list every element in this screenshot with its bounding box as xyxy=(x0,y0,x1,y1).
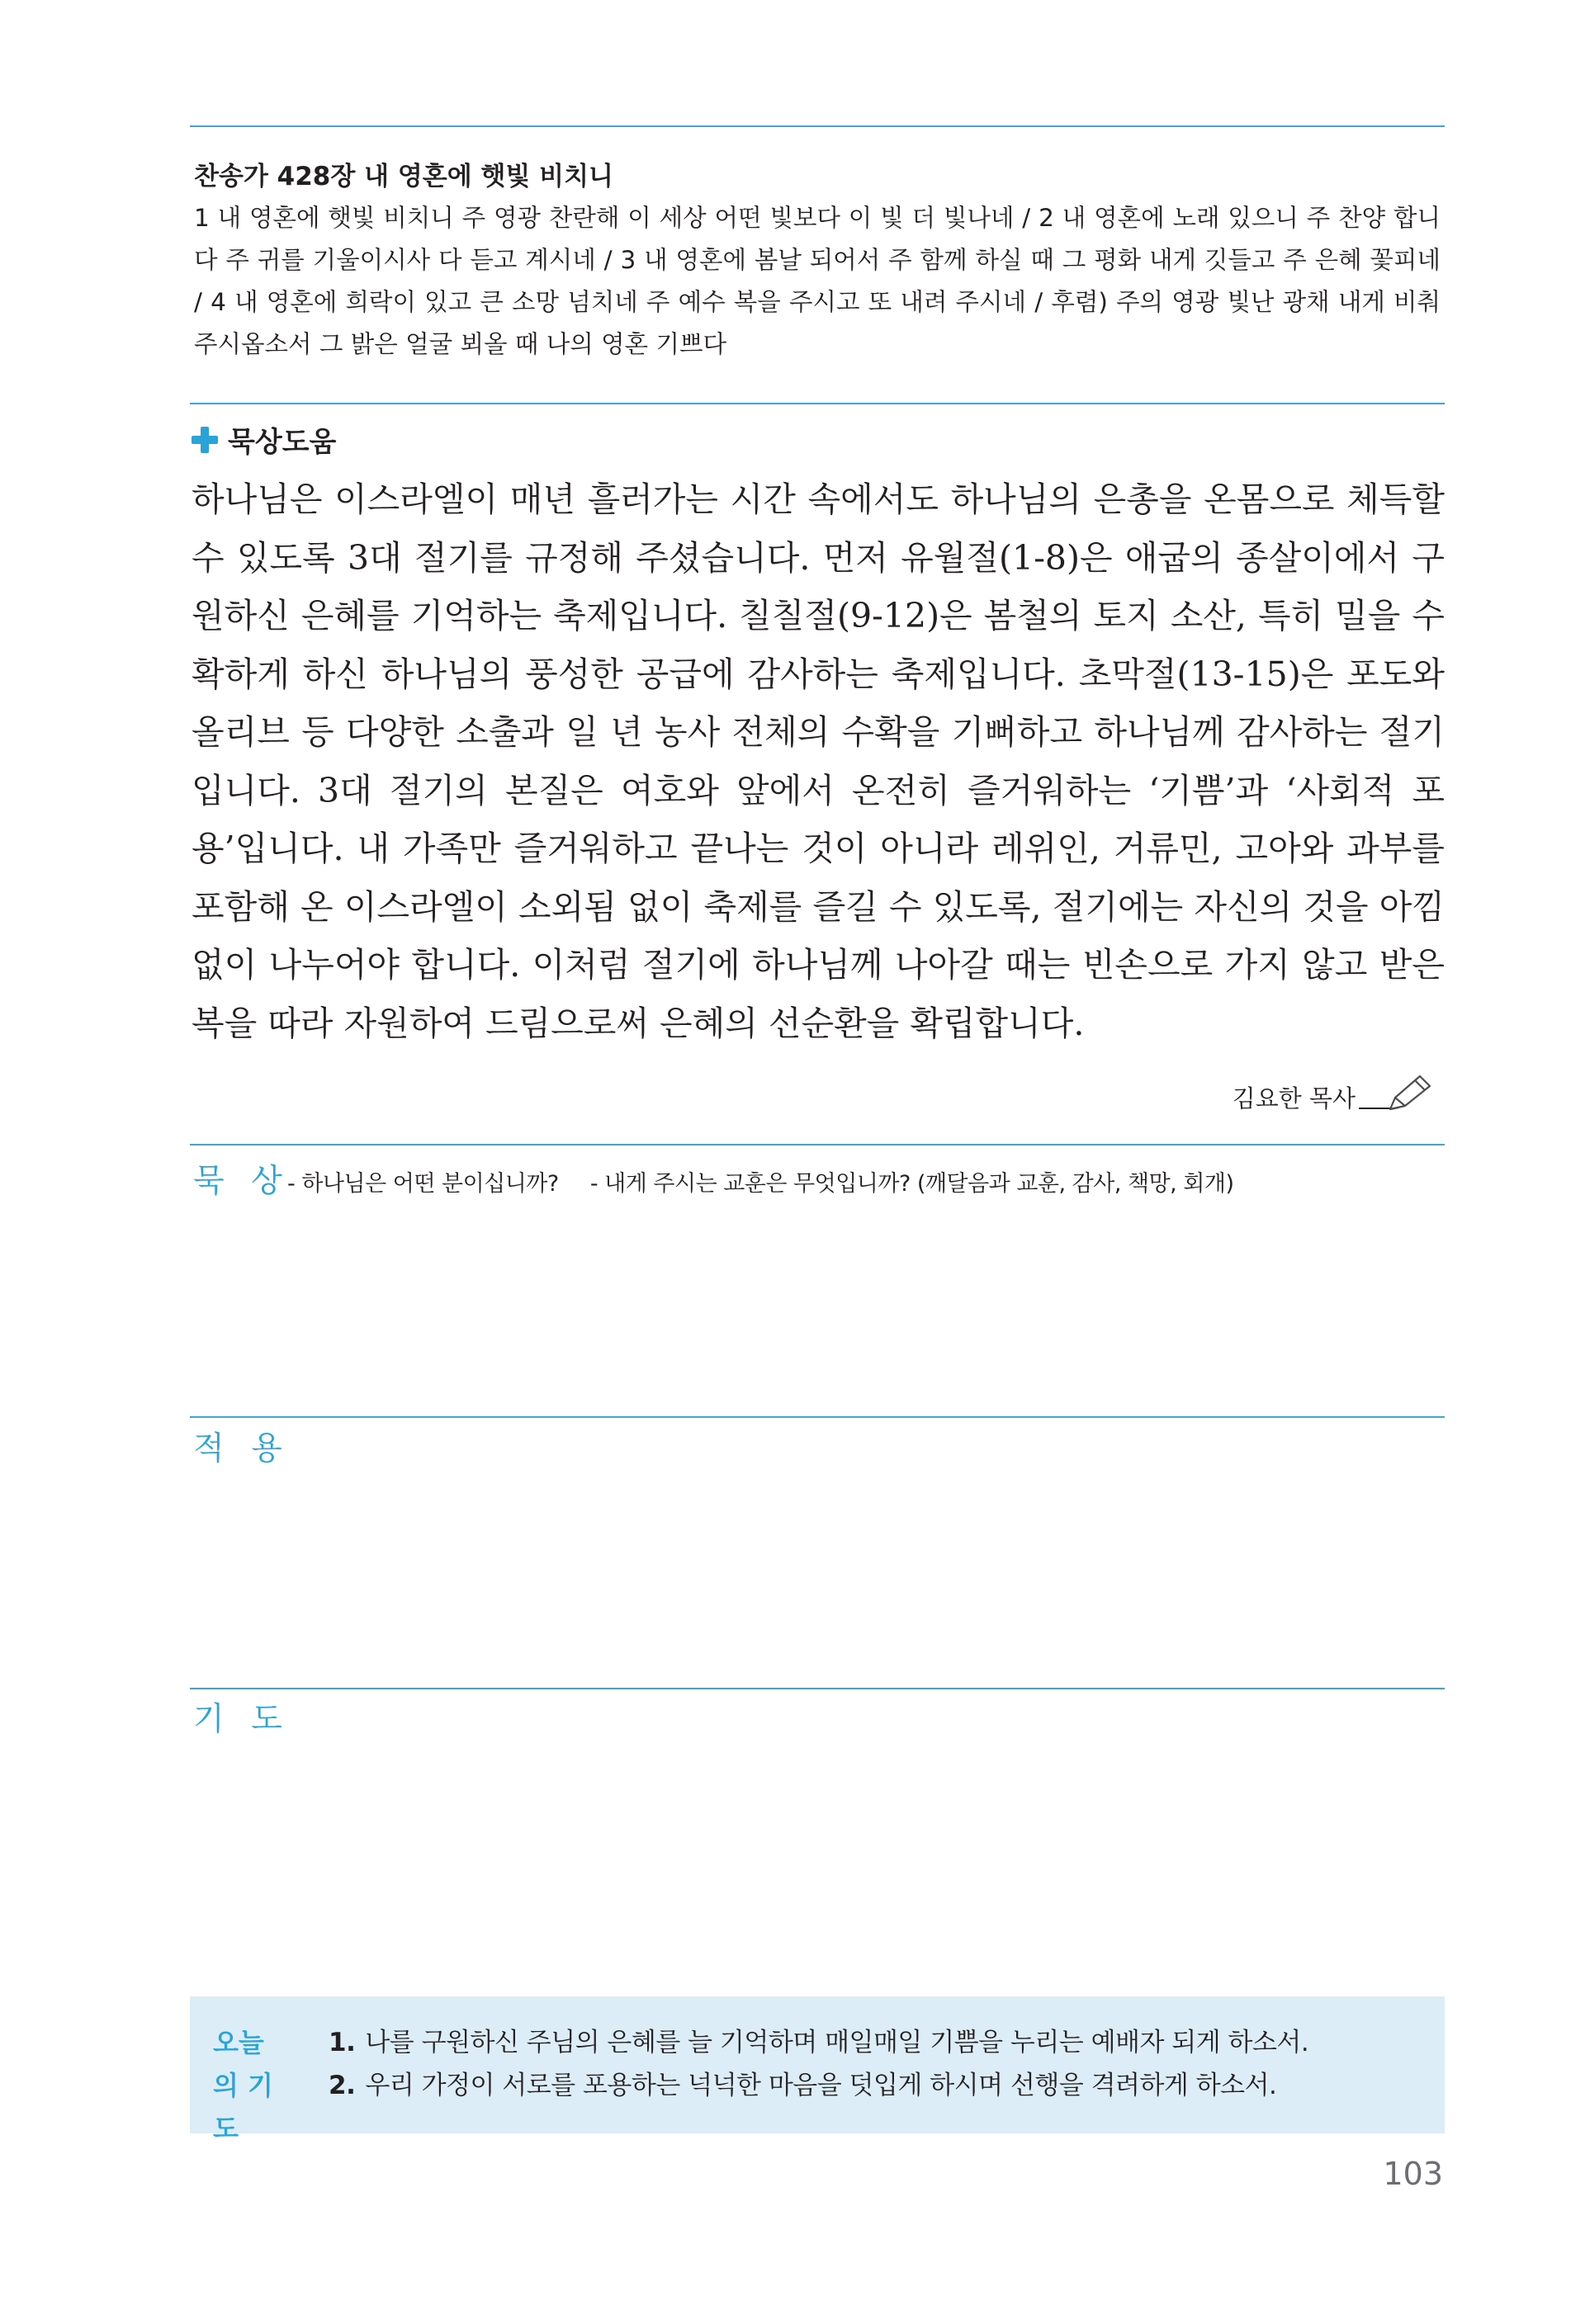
top-divider xyxy=(190,125,1445,127)
hymn-divider xyxy=(190,403,1445,404)
question-1: - 하나님은 어떤 분이십니까? xyxy=(287,1171,559,1197)
pencil-icon xyxy=(1387,1075,1433,1112)
application-label: 적 용 xyxy=(193,1430,291,1467)
meditation-help-body: 하나님은 이스라엘이 매년 흘러가는 시간 속에서도 하나님의 은총을 온몸으로 체득할 수 있도록 3대 절기를 규정해 주셨습니다. 먼저 유월절(1-8)은 애굽의 종살이에서 구원하신 은혜를 기억하는 축제입니다. 칠칠절(9-12)은 봄철의 토지 소산, 특히 밀을 수확하게 하신 하나님의 풍성한 공급에 감사하는 축제입니다. 초막절(13-15)은 포도와 올리브 등 다양한 소출과 일 년 농사 전체의 수확을 기뻐하고 하나님께 감사하는 절기입니다. 3대 절기의 본질은 여호와 앞에서 온전히 즐거워하는 ‘기쁨’과 ‘사회적 포용’입니다. 내 가족만 즐거워하고 끝나는 것이 아니라 레위인, 거류민, 고아와 과부를 포함해 온 이스라엘이 소외됨 없이 축제를 즐길 수 있도록, 절기에는 자신의 것을 아낌없이 나누어야 합니다. 이처럼 절기에 하나님께 나아갈 때는 빈손으로 가지 않고 받은 복을 따라 자원하여 드림으로써 은혜의 선순환을 확립합니다. xyxy=(192,479,1445,1043)
hymn-lyrics: 1 내 영혼에 햇빛 비치니 주 영광 찬란해 이 세상 어떤 빛보다 이 빛 더 빛나네 / 2 내 영혼에 노래 있으니 주 찬양 합니다 주 귀를 기울이시사 다 듣고 계시네 / 3 내 영혼에 봄날 되어서 주 함께 하실 때 그 평화 내게 깃들고 주 은혜 꽃피네 / 4 내 영혼에 희락이 있고 큰 소망 넘치네 주 예수 복을 주시고 또 내려 주시네 / 후렴) 주의 영광 빛난 광채 내게 비춰 주시옵소서 그 밝은 얼굴 뵈올 때 나의 영혼 기쁘다 xyxy=(194,204,1441,358)
list-item xyxy=(329,2021,1308,2064)
todays-prayer-label: 오늘의 기도 xyxy=(213,2027,273,2144)
hymn-title: 찬송가 428장 내 영혼에 햇빛 비치니 xyxy=(194,162,613,191)
prayer-divider xyxy=(190,1688,1445,1689)
hymn-section xyxy=(194,155,1441,366)
item-text: 나를 구원하신 주님의 은혜를 늘 기억하며 매일매일 기쁨을 누리는 예배자 되게 하소서. xyxy=(365,2028,1309,2057)
meditation-questions xyxy=(287,1165,1234,1197)
item-number: 1. xyxy=(329,2028,356,2057)
meditation-divider xyxy=(190,1144,1445,1145)
meditation-label: 묵 상 xyxy=(193,1163,291,1200)
list-item xyxy=(329,2064,1308,2107)
question-2: - 내게 주시는 교훈은 무엇입니까? (깨달음과 교훈, 감사, 책망, 회개) xyxy=(589,1171,1234,1197)
prayer-label: 기 도 xyxy=(193,1701,291,1738)
item-text: 우리 가정이 서로를 포용하는 넉넉한 마음을 덧입게 하시며 선행을 격려하게 하소서. xyxy=(365,2071,1277,2100)
plus-icon xyxy=(192,427,218,453)
page-number: 103 xyxy=(1383,2156,1443,2192)
item-number: 2. xyxy=(329,2071,356,2100)
application-divider xyxy=(190,1416,1445,1418)
todays-prayer-list xyxy=(329,2021,1308,2107)
todays-prayer-box xyxy=(190,1996,1445,2144)
author-name: 김요한 목사 xyxy=(1232,1084,1356,1112)
meditation-help-title: 묵상도움 xyxy=(228,426,337,459)
author-signature xyxy=(1233,1075,1433,1114)
meditation-help-heading xyxy=(192,419,336,460)
